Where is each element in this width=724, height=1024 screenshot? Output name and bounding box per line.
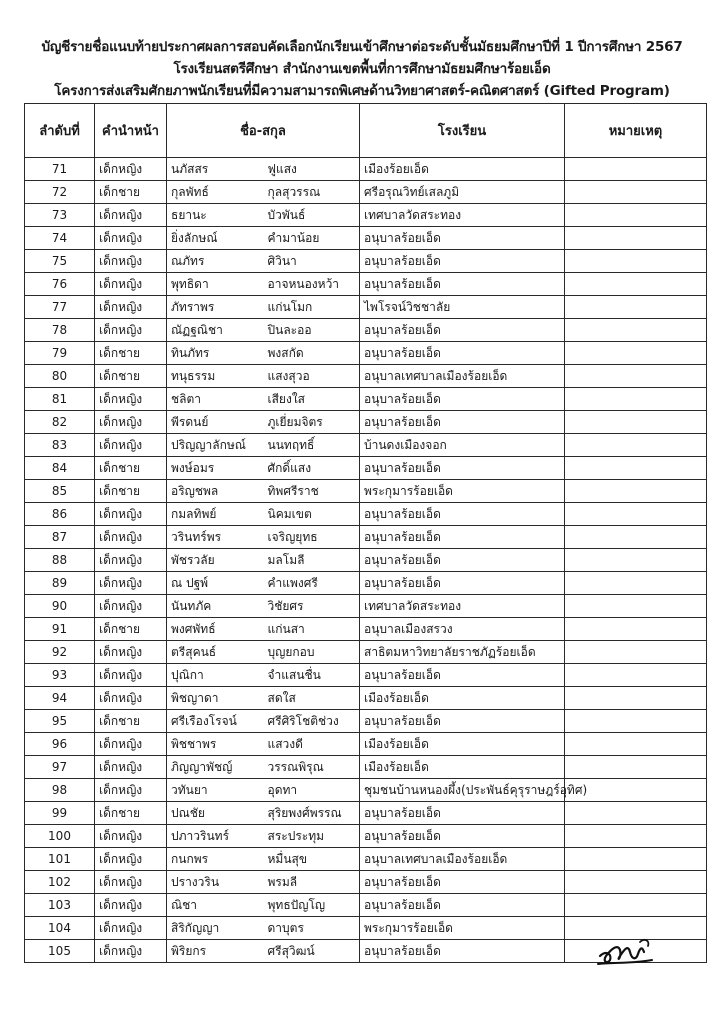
cell-remark — [565, 894, 707, 917]
cell-prefix: เด็กชาย — [95, 480, 167, 503]
cell-no: 104 — [25, 917, 95, 940]
cell-remark — [565, 848, 707, 871]
cell-remark — [565, 802, 707, 825]
document-header — [0, 36, 724, 102]
cell-no: 102 — [25, 871, 95, 894]
cell-remark — [565, 687, 707, 710]
table-row — [25, 181, 707, 204]
cell-first-name: ชลิตา — [167, 388, 264, 411]
table-row — [25, 503, 707, 526]
cell-first-name: กนกพร — [167, 848, 264, 871]
cell-school: ศรีอรุณวิทย์เสลภูมิ — [360, 181, 565, 204]
cell-remark — [565, 342, 707, 365]
cell-no: 80 — [25, 365, 95, 388]
cell-last-name: แก่นสา — [264, 618, 360, 641]
cell-remark — [565, 641, 707, 664]
cell-no: 103 — [25, 894, 95, 917]
cell-remark — [565, 158, 707, 181]
cell-school: อนุบาลร้อยเอ็ด — [360, 411, 565, 434]
cell-first-name: ปริญญาลักษณ์ — [167, 434, 264, 457]
cell-prefix: เด็กหญิง — [95, 940, 167, 963]
cell-no: 87 — [25, 526, 95, 549]
cell-no: 79 — [25, 342, 95, 365]
cell-school: อนุบาลร้อยเอ็ด — [360, 572, 565, 595]
cell-no: 94 — [25, 687, 95, 710]
cell-last-name: แสงสุวอ — [264, 365, 360, 388]
cell-prefix: เด็กหญิง — [95, 572, 167, 595]
cell-school: อนุบาลร้อยเอ็ด — [360, 802, 565, 825]
table-row — [25, 526, 707, 549]
table-row — [25, 618, 707, 641]
cell-remark — [565, 618, 707, 641]
cell-last-name: อุดทา — [264, 779, 360, 802]
cell-last-name: วิชัยศร — [264, 595, 360, 618]
cell-school: อนุบาลร้อยเอ็ด — [360, 894, 565, 917]
cell-prefix: เด็กหญิง — [95, 641, 167, 664]
cell-school: พระกุมารร้อยเอ็ด — [360, 917, 565, 940]
cell-last-name: อาจหนองหว้า — [264, 273, 360, 296]
cell-prefix: เด็กหญิง — [95, 503, 167, 526]
cell-prefix: เด็กหญิง — [95, 595, 167, 618]
cell-school: อนุบาลร้อยเอ็ด — [360, 871, 565, 894]
cell-first-name: ธยานะ — [167, 204, 264, 227]
cell-remark — [565, 572, 707, 595]
table-row — [25, 457, 707, 480]
cell-school: เมืองร้อยเอ็ด — [360, 733, 565, 756]
cell-remark — [565, 710, 707, 733]
cell-prefix: เด็กหญิง — [95, 779, 167, 802]
cell-school: อนุบาลร้อยเอ็ด — [360, 227, 565, 250]
cell-no: 96 — [25, 733, 95, 756]
cell-school: สาธิตมหาวิทยาลัยราชภัฏร้อยเอ็ด — [360, 641, 565, 664]
cell-no: 78 — [25, 319, 95, 342]
cell-prefix: เด็กหญิง — [95, 158, 167, 181]
cell-last-name: แสวงดี — [264, 733, 360, 756]
cell-last-name: ภูเยี่ยมจิตร — [264, 411, 360, 434]
cell-prefix: เด็กหญิง — [95, 687, 167, 710]
cell-no: 73 — [25, 204, 95, 227]
cell-remark — [565, 273, 707, 296]
cell-first-name: อริญชพล — [167, 480, 264, 503]
cell-prefix: เด็กหญิง — [95, 825, 167, 848]
cell-last-name: แก่นโมก — [264, 296, 360, 319]
cell-remark — [565, 825, 707, 848]
table-row — [25, 365, 707, 388]
table-row — [25, 825, 707, 848]
col-header-name: ชื่อ-สกุล — [167, 104, 360, 158]
cell-school: บ้านดงเมืองจอก — [360, 434, 565, 457]
cell-no: 81 — [25, 388, 95, 411]
cell-no: 77 — [25, 296, 95, 319]
table-row — [25, 480, 707, 503]
cell-remark — [565, 733, 707, 756]
table-row — [25, 319, 707, 342]
cell-school: อนุบาลร้อยเอ็ด — [360, 664, 565, 687]
cell-prefix: เด็กหญิง — [95, 388, 167, 411]
cell-school: พระกุมารร้อยเอ็ด — [360, 480, 565, 503]
cell-no: 82 — [25, 411, 95, 434]
cell-school: อนุบาลร้อยเอ็ด — [360, 273, 565, 296]
cell-prefix: เด็กชาย — [95, 342, 167, 365]
cell-last-name: วรรณพิรุณ — [264, 756, 360, 779]
cell-prefix: เด็กหญิง — [95, 434, 167, 457]
cell-remark — [565, 457, 707, 480]
cell-prefix: เด็กหญิง — [95, 526, 167, 549]
cell-first-name: ณ ปฐพ์ — [167, 572, 264, 595]
cell-no: 89 — [25, 572, 95, 595]
table-row — [25, 641, 707, 664]
cell-prefix: เด็กชาย — [95, 618, 167, 641]
cell-first-name: ศรีเรืองโรจน์ — [167, 710, 264, 733]
table-row — [25, 342, 707, 365]
cell-school: อนุบาลเทศบาลเมืองร้อยเอ็ด — [360, 365, 565, 388]
cell-prefix: เด็กชาย — [95, 802, 167, 825]
cell-first-name: วรินทร์พร — [167, 526, 264, 549]
cell-first-name: ปณชัย — [167, 802, 264, 825]
cell-first-name: ตรีสุคนธ์ — [167, 641, 264, 664]
cell-no: 95 — [25, 710, 95, 733]
cell-last-name: เสียงใส — [264, 388, 360, 411]
cell-remark — [565, 319, 707, 342]
table-row — [25, 687, 707, 710]
cell-last-name: บัวพันธ์ — [264, 204, 360, 227]
col-header-no: ลำดับที่ — [25, 104, 95, 158]
cell-no: 76 — [25, 273, 95, 296]
cell-prefix: เด็กหญิง — [95, 296, 167, 319]
cell-no: 88 — [25, 549, 95, 572]
table-row — [25, 158, 707, 181]
cell-prefix: เด็กชาย — [95, 710, 167, 733]
signature-mark — [596, 930, 656, 970]
cell-school: ไพโรจน์วิชชาลัย — [360, 296, 565, 319]
cell-first-name: ปรางวริน — [167, 871, 264, 894]
cell-first-name: ปภาวรินทร์ — [167, 825, 264, 848]
cell-last-name: ปินละออ — [264, 319, 360, 342]
table-row — [25, 894, 707, 917]
cell-last-name: สุริยพงศ์พรรณ — [264, 802, 360, 825]
cell-first-name: ภิญญาพัชญ์ — [167, 756, 264, 779]
cell-prefix: เด็กชาย — [95, 181, 167, 204]
table-row — [25, 434, 707, 457]
table-row — [25, 664, 707, 687]
cell-last-name: ศรีศิริโชติช่วง — [264, 710, 360, 733]
cell-first-name: พิชชาพร — [167, 733, 264, 756]
cell-school: อนุบาลเทศบาลเมืองร้อยเอ็ด — [360, 848, 565, 871]
table-row — [25, 411, 707, 434]
table-body — [25, 158, 707, 963]
cell-last-name: ทิพศรีราช — [264, 480, 360, 503]
cell-no: 75 — [25, 250, 95, 273]
cell-prefix: เด็กหญิง — [95, 917, 167, 940]
cell-remark — [565, 549, 707, 572]
cell-school: อนุบาลร้อยเอ็ด — [360, 825, 565, 848]
cell-prefix: เด็กหญิง — [95, 319, 167, 342]
cell-school: อนุบาลร้อยเอ็ด — [360, 388, 565, 411]
cell-first-name: ภัทราพร — [167, 296, 264, 319]
cell-last-name: ศักดิ์แสง — [264, 457, 360, 480]
table-row — [25, 871, 707, 894]
cell-remark — [565, 296, 707, 319]
cell-prefix: เด็กหญิง — [95, 871, 167, 894]
table-row — [25, 779, 707, 802]
cell-first-name: นันทภัค — [167, 595, 264, 618]
table-row — [25, 273, 707, 296]
cell-last-name: นิคมเขต — [264, 503, 360, 526]
cell-no: 84 — [25, 457, 95, 480]
cell-last-name: หมื่นสุข — [264, 848, 360, 871]
cell-school: อนุบาลร้อยเอ็ด — [360, 342, 565, 365]
cell-no: 93 — [25, 664, 95, 687]
table-row — [25, 388, 707, 411]
cell-school: อนุบาลร้อยเอ็ด — [360, 710, 565, 733]
cell-school: อนุบาลเมืองสรวง — [360, 618, 565, 641]
table-row — [25, 549, 707, 572]
cell-no: 99 — [25, 802, 95, 825]
header-program: โครงการส่งเสริมศักยภาพนักเรียนที่มีความสามารถพิเศษด้านวิทยาศาสตร์-คณิตศาสตร์ (Gifted Program) — [54, 83, 670, 99]
cell-remark — [565, 388, 707, 411]
cell-school: เมืองร้อยเอ็ด — [360, 687, 565, 710]
cell-remark — [565, 503, 707, 526]
cell-no: 101 — [25, 848, 95, 871]
cell-no: 86 — [25, 503, 95, 526]
header-school: โรงเรียนสตรีศึกษา สำนักงานเขตพื้นที่การศึกษามัธยมศึกษาร้อยเอ็ด — [173, 61, 551, 77]
cell-school: อนุบาลร้อยเอ็ด — [360, 940, 565, 963]
cell-remark — [565, 204, 707, 227]
cell-first-name: พัชรวลัย — [167, 549, 264, 572]
col-header-prefix: คำนำหน้า — [95, 104, 167, 158]
table-row — [25, 802, 707, 825]
cell-last-name: คำมาน้อย — [264, 227, 360, 250]
table-row — [25, 756, 707, 779]
cell-last-name: จำแสนชื่น — [264, 664, 360, 687]
cell-last-name: ศรีสุวิฒน์ — [264, 940, 360, 963]
cell-last-name: ดาบุตร — [264, 917, 360, 940]
cell-no: 100 — [25, 825, 95, 848]
cell-prefix: เด็กหญิง — [95, 756, 167, 779]
cell-first-name: ณัฏฐณิชา — [167, 319, 264, 342]
cell-remark — [565, 227, 707, 250]
cell-school: เทศบาลวัดสระทอง — [360, 595, 565, 618]
cell-first-name: พงศพัทธ์ — [167, 618, 264, 641]
cell-last-name: กุลสุวรรณ — [264, 181, 360, 204]
cell-first-name: พุทธิดา — [167, 273, 264, 296]
cell-school: เมืองร้อยเอ็ด — [360, 756, 565, 779]
cell-remark — [565, 480, 707, 503]
header-title: บัญชีรายชื่อแนบท้ายประกาศผลการสอบคัดเลือกนักเรียนเข้าศึกษาต่อระดับชั้นมัธยมศึกษาปีที่ 1 ปีการศึกษา 2567 — [41, 39, 683, 55]
cell-last-name: ศิวินา — [264, 250, 360, 273]
table-row — [25, 848, 707, 871]
cell-first-name: ณภัทร — [167, 250, 264, 273]
cell-remark — [565, 411, 707, 434]
table-row — [25, 296, 707, 319]
cell-first-name: ยิ่งลักษณ์ — [167, 227, 264, 250]
cell-school: อนุบาลร้อยเอ็ด — [360, 526, 565, 549]
cell-school: อนุบาลร้อยเอ็ด — [360, 549, 565, 572]
cell-first-name: สิริกัญญา — [167, 917, 264, 940]
cell-first-name: นภัสสร — [167, 158, 264, 181]
cell-last-name: พุทธปัญโญ — [264, 894, 360, 917]
cell-prefix: เด็กหญิง — [95, 227, 167, 250]
cell-last-name: บุญยกอบ — [264, 641, 360, 664]
cell-no: 83 — [25, 434, 95, 457]
cell-first-name: พิชญาดา — [167, 687, 264, 710]
cell-prefix: เด็กหญิง — [95, 204, 167, 227]
cell-no: 105 — [25, 940, 95, 963]
student-list-table — [24, 103, 707, 963]
cell-first-name: ทนุธรรม — [167, 365, 264, 388]
cell-remark — [565, 365, 707, 388]
table-row — [25, 227, 707, 250]
cell-remark — [565, 181, 707, 204]
table-row — [25, 595, 707, 618]
cell-no: 85 — [25, 480, 95, 503]
cell-last-name: นนทฤทธิ์ — [264, 434, 360, 457]
cell-school: อนุบาลร้อยเอ็ด — [360, 457, 565, 480]
table-row — [25, 572, 707, 595]
cell-no: 90 — [25, 595, 95, 618]
col-header-school: โรงเรียน — [360, 104, 565, 158]
cell-no: 71 — [25, 158, 95, 181]
cell-first-name: กมลทิพย์ — [167, 503, 264, 526]
cell-last-name: สดใส — [264, 687, 360, 710]
cell-prefix: เด็กหญิง — [95, 273, 167, 296]
cell-last-name: พรมลี — [264, 871, 360, 894]
cell-remark — [565, 526, 707, 549]
cell-last-name: พงสกัด — [264, 342, 360, 365]
cell-no: 92 — [25, 641, 95, 664]
cell-first-name: กุลพัทธ์ — [167, 181, 264, 204]
cell-remark — [565, 756, 707, 779]
table-row — [25, 710, 707, 733]
cell-last-name: ฟูแสง — [264, 158, 360, 181]
cell-school: อนุบาลร้อยเอ็ด — [360, 503, 565, 526]
table-header-row — [25, 104, 707, 158]
cell-remark — [565, 871, 707, 894]
col-header-remark: หมายเหตุ — [565, 104, 707, 158]
table-row — [25, 250, 707, 273]
cell-remark — [565, 595, 707, 618]
cell-last-name: คำแพงศรี — [264, 572, 360, 595]
cell-last-name: เจริญยุทธ — [264, 526, 360, 549]
cell-school: อนุบาลร้อยเอ็ด — [360, 250, 565, 273]
cell-first-name: ทินภัทร — [167, 342, 264, 365]
cell-remark — [565, 434, 707, 457]
cell-no: 74 — [25, 227, 95, 250]
cell-prefix: เด็กหญิง — [95, 894, 167, 917]
cell-school: เทศบาลวัดสระทอง — [360, 204, 565, 227]
table-row — [25, 733, 707, 756]
cell-remark — [565, 664, 707, 687]
cell-prefix: เด็กหญิง — [95, 848, 167, 871]
cell-no: 72 — [25, 181, 95, 204]
cell-no: 98 — [25, 779, 95, 802]
cell-first-name: พีรดนย์ — [167, 411, 264, 434]
cell-prefix: เด็กหญิง — [95, 664, 167, 687]
cell-last-name: สระประทุม — [264, 825, 360, 848]
cell-prefix: เด็กหญิง — [95, 733, 167, 756]
table-row — [25, 204, 707, 227]
cell-first-name: ปุณิกา — [167, 664, 264, 687]
cell-prefix: เด็กชาย — [95, 365, 167, 388]
cell-no: 97 — [25, 756, 95, 779]
cell-no: 91 — [25, 618, 95, 641]
cell-school: ชุมชนบ้านหนองผึ้ง(ประพันธ์คุรุราษฎร์อุทิศ) — [360, 779, 565, 802]
cell-first-name: วทันยา — [167, 779, 264, 802]
cell-prefix: เด็กหญิง — [95, 250, 167, 273]
cell-first-name: ณิชา — [167, 894, 264, 917]
cell-remark — [565, 250, 707, 273]
cell-last-name: มลโมลี — [264, 549, 360, 572]
cell-first-name: พงษ์อมร — [167, 457, 264, 480]
cell-prefix: เด็กหญิง — [95, 411, 167, 434]
cell-prefix: เด็กหญิง — [95, 549, 167, 572]
cell-first-name: พิริยกร — [167, 940, 264, 963]
cell-prefix: เด็กชาย — [95, 457, 167, 480]
cell-school: เมืองร้อยเอ็ด — [360, 158, 565, 181]
cell-school: อนุบาลร้อยเอ็ด — [360, 319, 565, 342]
